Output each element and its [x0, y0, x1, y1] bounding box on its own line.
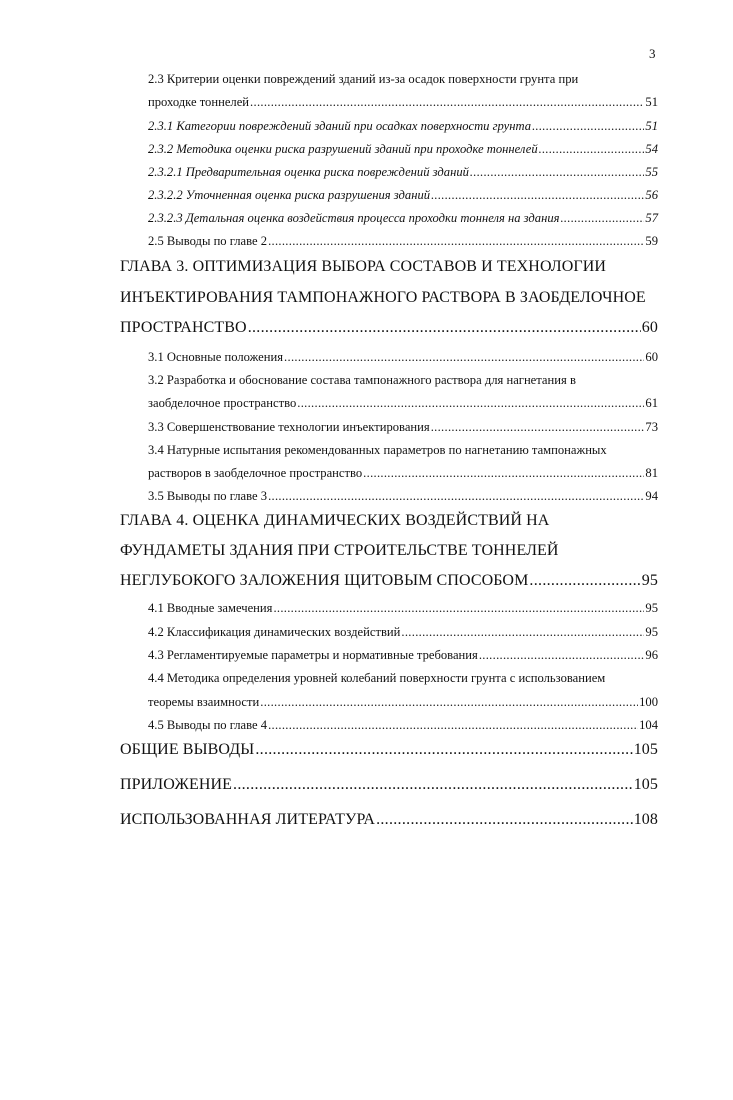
leader-dots: [539, 142, 645, 157]
toc-page-number: 60: [645, 350, 658, 364]
toc-chapter-title: ОБЩИЕ ВЫВОДЫ: [120, 741, 255, 758]
toc-entry-label: 3.5 Выводы по главе 3: [148, 489, 268, 503]
toc-entry-label: 4.5 Выводы по главе 4: [148, 718, 268, 732]
toc-entry-label: 3.4 Натурные испытания рекомендованных параметров по нагнетанию тампонажных: [148, 443, 607, 457]
toc-entry-label: 3.3 Совершенствование технологии инъектирования: [148, 420, 430, 434]
toc-entry-4-4-cont: [148, 695, 658, 710]
toc-chapter-title: ГЛАВА 3. ОПТИМИЗАЦИЯ ВЫБОРА СОСТАВОВ И ТЕХНОЛОГИИ: [120, 258, 607, 275]
toc-page-number: 59: [645, 234, 658, 248]
leader-dots: [470, 165, 644, 180]
toc-entry-label: 2.5 Выводы по главе 2: [148, 234, 268, 248]
leader-dots: [268, 234, 644, 249]
toc-page-number: 105: [633, 776, 658, 793]
toc-entry-3-5: [148, 489, 658, 504]
leader-dots: [268, 489, 644, 504]
toc-entry-3-3: [148, 420, 658, 435]
toc-page-number: 51: [645, 95, 658, 109]
leader-dots: [297, 396, 644, 411]
toc-entry-label: 2.3.1 Категории повреждений зданий при осадках поверхности грунта: [148, 119, 532, 133]
toc-chapter-title: ГЛАВА 4. ОЦЕНКА ДИНАМИЧЕСКИХ ВОЗДЕЙСТВИЙ НА: [120, 512, 550, 529]
toc-chapter-title: ФУНДАМЕТЫ ЗДАНИЯ ПРИ СТРОИТЕЛЬСТВЕ ТОННЕЛЕЙ: [120, 542, 559, 559]
toc-entry-4-5: [148, 718, 658, 733]
leader-dots: [363, 466, 644, 481]
toc-entry-2-3-2-3: [148, 211, 658, 226]
leader-dots: [233, 776, 633, 794]
toc-page-number: 81: [645, 466, 658, 480]
leader-dots: [260, 695, 638, 710]
leader-dots: [250, 95, 644, 110]
toc-entry-3-2: [148, 373, 576, 388]
toc-chapter-3: [120, 258, 606, 276]
leader-dots: [529, 572, 640, 590]
toc-entry-3-4-cont: [148, 466, 658, 481]
toc-chapter-4-line3: [120, 572, 658, 590]
toc-page-number: 100: [639, 695, 658, 709]
toc-entry-label: 4.1 Вводные замечения: [148, 601, 273, 615]
toc-chapter-title: ПРИЛОЖЕНИЕ: [120, 776, 233, 793]
leader-dots: [401, 625, 644, 640]
toc-entry-2-3-2-2: [148, 188, 658, 203]
leader-dots: [273, 601, 644, 616]
leader-dots: [431, 188, 644, 203]
toc-page-number: 108: [633, 811, 658, 828]
toc-entry-3-4: [148, 443, 607, 458]
toc-page-number: 105: [633, 741, 658, 758]
toc-entry-3-1: [148, 350, 658, 365]
toc-page-number: 95: [645, 601, 658, 615]
toc-page-number: 55: [645, 165, 658, 179]
toc-page-number: 104: [639, 718, 658, 732]
page-number: 3: [649, 46, 656, 61]
toc-entry-label: 2.3 Критерии оценки повреждений зданий из-за осадок поверхности грунта при: [148, 72, 579, 86]
toc-entry-label: 4.2 Классификация динамических воздействий: [148, 625, 401, 639]
leader-dots: [431, 420, 645, 435]
toc-entry-4-2: [148, 625, 658, 640]
toc-entry-label: 4.4 Методика определения уровней колебаний поверхности грунта с использованием: [148, 671, 606, 685]
toc-chapter-4-line2: [120, 542, 559, 560]
toc-chapter-3-line2: [120, 289, 646, 307]
toc-chapter-title: ИНЪЕКТИРОВАНИЯ ТАМПОНАЖНОГО РАСТВОРА В ЗАОБДЕЛОЧНОЕ: [120, 289, 646, 306]
toc-entry-label: 3.1 Основные положения: [148, 350, 284, 364]
toc-entry-4-1: [148, 601, 658, 616]
leader-dots: [248, 319, 641, 337]
leader-dots: [376, 811, 633, 829]
toc-appendix: [120, 776, 658, 794]
toc-entry-2-3-cont: [148, 95, 658, 110]
toc-page-number: 95: [645, 625, 658, 639]
leader-dots: [479, 648, 645, 663]
toc-chapter-4: [120, 512, 549, 530]
toc-entry-label: теоремы взаимности: [148, 695, 260, 709]
toc-entry-label: 2.3.2 Методика оценки риска разрушений зданий при проходке тоннелей: [148, 142, 538, 156]
toc-page-number: 60: [641, 319, 658, 336]
toc-entry-2-3-2-1: [148, 165, 658, 180]
toc-chapter-title: ИСПОЛЬЗОВАННАЯ ЛИТЕРАТУРА: [120, 811, 376, 828]
toc-entry-4-3: [148, 648, 658, 663]
toc-page-number: 94: [645, 489, 658, 503]
leader-dots: [268, 718, 638, 733]
toc-entry-2-5: [148, 234, 658, 249]
leader-dots: [532, 119, 644, 134]
toc-entry-label: проходке тоннелей: [148, 95, 250, 109]
toc-page-number: 56: [645, 188, 658, 202]
toc-entry-label: 2.3.2.3 Детальная оценка воздействия процесса проходки тоннеля на здания: [148, 211, 560, 225]
toc-entry-label: 2.3.2.2 Уточненная оценка риска разрушения зданий: [148, 188, 431, 202]
toc-entry-label: 2.3.2.1 Предварительная оценка риска повреждений зданий: [148, 165, 469, 179]
toc-entry-2-3-1: [148, 119, 658, 134]
toc-page-number: 96: [645, 648, 658, 662]
leader-dots: [284, 350, 644, 365]
leader-dots: [255, 741, 632, 759]
toc-page-number: 73: [645, 420, 658, 434]
toc-entry-4-4: [148, 671, 605, 686]
toc-general-conclusions: [120, 741, 658, 759]
toc-page-number: 57: [645, 211, 658, 225]
toc-entry-label: 4.3 Регламентируемые параметры и нормативные требования: [148, 648, 478, 662]
toc-entry-2-3: [148, 72, 578, 87]
toc-references: [120, 811, 658, 829]
toc-chapter-3-line3: [120, 319, 658, 337]
toc-entry-label: растворов в заобделочное пространство: [148, 466, 363, 480]
toc-page-number: 95: [641, 572, 658, 589]
toc-chapter-title: ПРОСТРАНСТВО: [120, 319, 247, 336]
toc-page-number: 51: [645, 119, 658, 133]
toc-chapter-title: НЕГЛУБОКОГО ЗАЛОЖЕНИЯ ЩИТОВЫМ СПОСОБОМ: [120, 572, 529, 589]
toc-page-number: 61: [645, 396, 658, 410]
toc-entry-label: 3.2 Разработка и обоснование состава тампонажного раствора для нагнетания в: [148, 373, 576, 387]
leader-dots: [560, 211, 644, 226]
toc-entry-label: заобделочное пространство: [148, 396, 297, 410]
toc-entry-3-2-cont: [148, 396, 658, 411]
toc-entry-2-3-2: [148, 142, 658, 157]
toc-page-number: 54: [645, 142, 658, 156]
